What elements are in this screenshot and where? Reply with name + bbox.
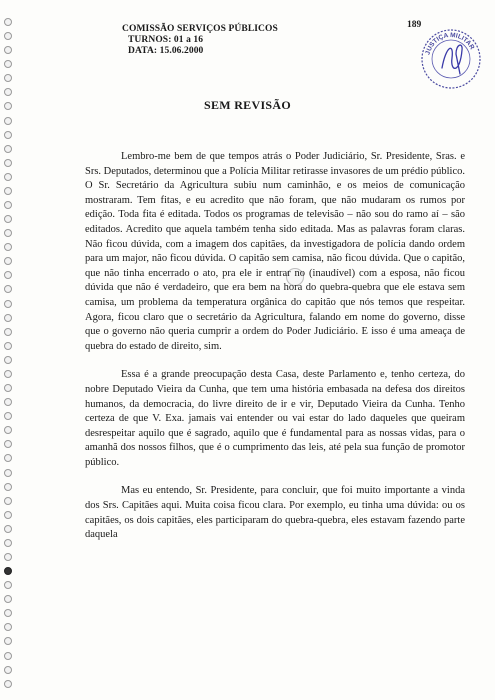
binder-hole — [4, 173, 12, 181]
binder-hole — [4, 398, 12, 406]
header-commission: COMISSÃO SERVIÇOS PÚBLICOS — [122, 24, 278, 34]
binder-hole — [4, 32, 12, 40]
binder-hole — [4, 623, 12, 631]
binder-hole — [4, 412, 12, 420]
binder-hole — [4, 342, 12, 350]
binder-hole — [4, 229, 12, 237]
binder-hole — [4, 60, 12, 68]
binder-hole — [4, 426, 12, 434]
binder-hole — [4, 88, 12, 96]
binder-hole — [4, 356, 12, 364]
binder-hole — [4, 117, 12, 125]
binder-hole — [4, 215, 12, 223]
document-title: SEM REVISÃO — [204, 98, 291, 112]
binder-hole — [4, 243, 12, 251]
binder-hole — [4, 440, 12, 448]
signature-mark — [442, 45, 462, 74]
binder-hole — [4, 74, 12, 82]
paragraph: Essa é a grande preocupação desta Casa, deste Parlamento e, tenho certeza, do nobre Deputado Vieira da Cunha, que tem uma história embasada na defesa dos direitos humanos, da democracia, do livre direito de ir e vir, Deputado Vieira da Cunha. Tenho certeza de que V. Exa. jamais vai entender ou vai estar do lado daqueles que queiram desrespeitar aquilo que é sagrado, aquilo que é fundamental para as nossas vidas, para o amanhã dos nossos filhos, que é o cumprimento das leis, até pela sua função de promotor público. — [85, 369, 465, 468]
binder-hole — [4, 159, 12, 167]
binder-hole — [4, 511, 12, 519]
binder-hole — [4, 285, 12, 293]
page-number: 189 — [407, 20, 422, 30]
document-body — [85, 150, 465, 557]
binder-hole — [4, 314, 12, 322]
binder-hole — [4, 595, 12, 603]
binder-hole — [4, 497, 12, 505]
binder-hole — [4, 581, 12, 589]
binder-hole — [4, 271, 12, 279]
official-stamp — [420, 28, 482, 90]
binder-hole — [4, 328, 12, 336]
stamp-text: JUSTIÇA MILITAR — [424, 31, 476, 56]
binder-hole — [4, 680, 12, 688]
header-turns: TURNOS: 01 a 16 — [128, 35, 204, 45]
binder-holes — [4, 18, 12, 688]
binder-hole — [4, 483, 12, 491]
binder-hole — [4, 469, 12, 477]
paragraph: Lembro-me bem de que tempos atrás o Poder Judiciário, Sr. Presidente, Sras. e Srs. Deputados, determinou que a Polícia Militar retirasse invasores de um prédio público. O Sr. Secretário da Agricultura subiu num caminhão, e os meios de comunicação mostraram. Tem fitas, e eu acredito que não foram, que não mudaram os rumos por edição. Toda fita é editada. Todos os programas de televisão – não sou do ramo aí – são editados. Acredito que aquela também tenha sido editada. Mas as palavras foram claras. Não ficou dúvida, com a imagem dos capitães, da investigadora de polícia dando ordem para um major, não ficou dúvida. O capitão sem camisa, não ficou dúvida. Que o capitão, que não tinha encerrado o ato, pra ele ir entrar no (inaudível) com a esposa, não ficou dúvida que não é verdadeiro, que era bem na hora do quebra-quebra que ele estava sem camisa, um problema da temperatura orgânica do capitão que nós temos que respeitar. Agora, ficou claro que o secretário da Agricultura, falando em nome do governo, disse que o governo não queria cumprir a ordem do Poder Judiciário. E isso é uma ameaça de quebra do estado de direito, sim. — [85, 151, 465, 352]
binder-hole — [4, 257, 12, 265]
binder-hole — [4, 539, 12, 547]
binder-hole — [4, 145, 12, 153]
binder-hole — [4, 187, 12, 195]
binder-hole — [4, 131, 12, 139]
paragraph: Mas eu entendo, Sr. Presidente, para concluir, que foi muito importante a vinda dos Srs. Capitães aqui. Muita coisa ficou clara. Por exemplo, eu tinha uma dúvida: ou os capitães, os dois capitães, eles participaram do quebra-quebra, eles estavam fazendo parte daquela — [85, 485, 465, 541]
binder-hole — [4, 525, 12, 533]
binder-hole — [4, 18, 12, 26]
binder-hole — [4, 666, 12, 674]
binder-hole — [4, 454, 12, 462]
binder-hole — [4, 370, 12, 378]
binder-hole — [4, 652, 12, 660]
binder-hole — [4, 201, 12, 209]
binder-hole — [4, 553, 12, 561]
document-header — [122, 24, 278, 57]
binder-hole — [4, 300, 12, 308]
header-date: DATA: 15.06.2000 — [128, 46, 204, 56]
binder-hole — [4, 46, 12, 54]
binder-hole — [4, 609, 12, 617]
binder-hole — [4, 384, 12, 392]
binder-hole — [4, 637, 12, 645]
binder-hole-dark — [4, 567, 12, 575]
